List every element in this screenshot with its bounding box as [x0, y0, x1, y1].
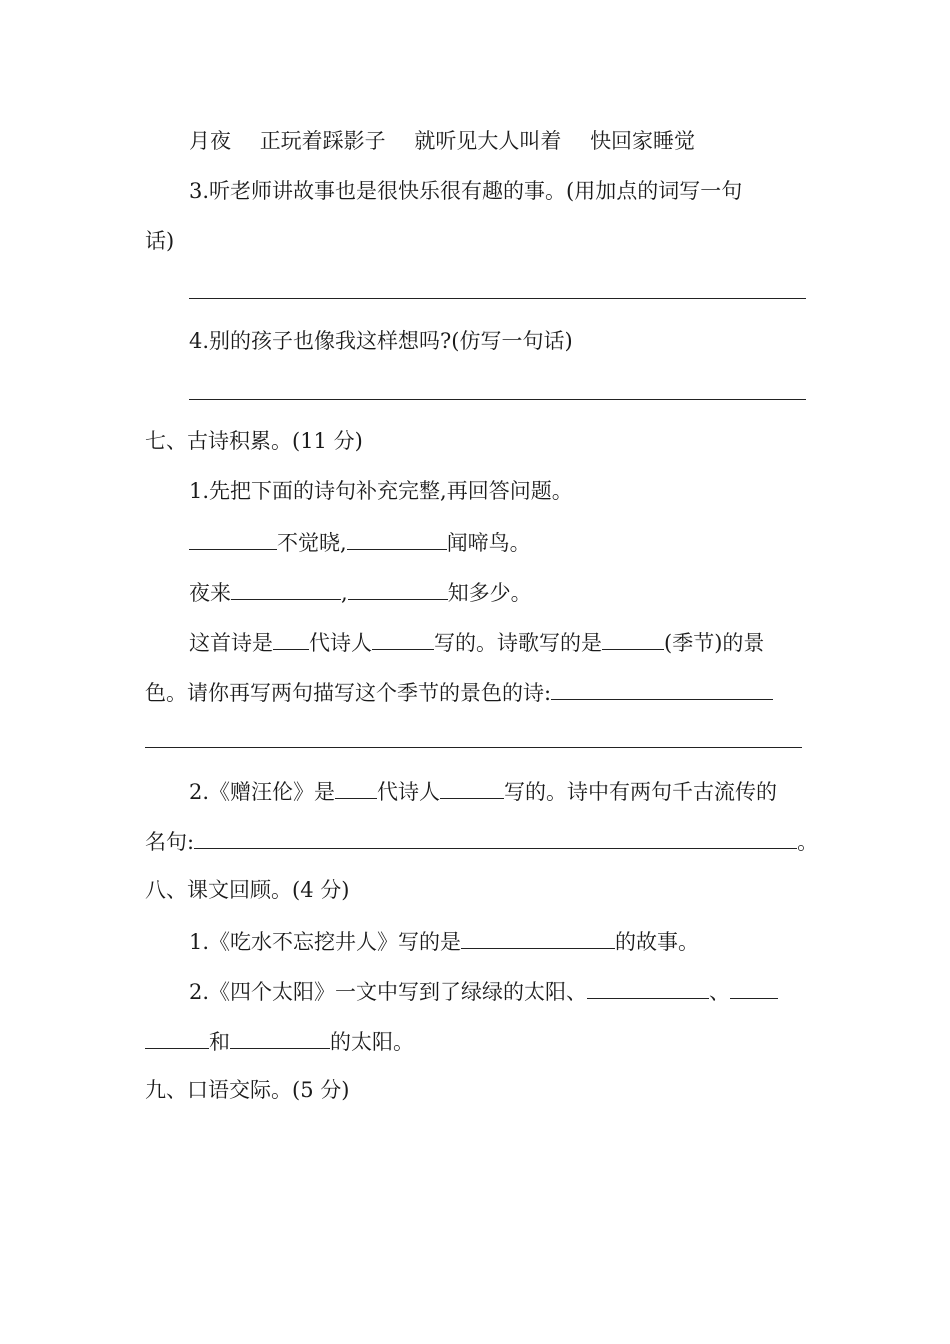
blank[interactable] — [587, 976, 709, 999]
question-3-cont: 话) — [145, 229, 175, 253]
blank[interactable] — [372, 627, 434, 650]
section-8-q1: 1.《吃水不忘挖井人》写的是 的故事。 — [189, 926, 699, 956]
section-7-q2-cont: 名句: 。 — [145, 826, 818, 856]
poem-line-2: 夜来 , 知多少。 — [189, 577, 532, 607]
blank[interactable] — [194, 826, 797, 849]
word-1: 月夜 — [189, 129, 231, 153]
question-3: 3.听老师讲故事也是很快乐很有趣的事。(用加点的词写一句 — [189, 179, 743, 203]
word-2: 正玩着踩影子 — [259, 129, 386, 153]
blank[interactable] — [551, 677, 773, 700]
blank[interactable] — [602, 627, 664, 650]
question-4: 4.别的孩子也像我这样想吗?(仿写一句话) — [189, 329, 573, 353]
section-7-q2: 2.《赠汪伦》是 代诗人 写的。诗中有两句千古流传的 — [189, 776, 777, 806]
section-8-q2: 2.《四个太阳》一文中写到了绿绿的太阳、 、 — [189, 976, 778, 1006]
blank[interactable] — [440, 776, 504, 799]
word-3: 就听见大人叫着 — [414, 129, 562, 153]
word-order-line — [189, 127, 695, 155]
blank[interactable] — [189, 527, 277, 550]
blank[interactable] — [273, 627, 309, 650]
section-8-q2-cont: 和 的太阳。 — [145, 1026, 414, 1056]
blank[interactable] — [461, 926, 615, 949]
section-7-heading: 七、古诗积累。(11 分) — [145, 429, 363, 453]
poem-question-line: 这首诗是 代诗人 写的。诗歌写的是 (季节)的景 — [189, 627, 764, 657]
poem-question-cont: 色。请你再写两句描写这个季节的景色的诗: — [145, 677, 773, 707]
blank[interactable] — [730, 976, 778, 999]
blank[interactable] — [231, 577, 341, 600]
blank[interactable] — [145, 1026, 209, 1049]
word-4: 快回家睡觉 — [590, 129, 696, 153]
blank[interactable] — [230, 1026, 330, 1049]
section-8-heading: 八、课文回顾。(4 分) — [145, 878, 350, 902]
blank[interactable] — [347, 527, 447, 550]
answer-line-poem[interactable] — [145, 747, 802, 748]
blank[interactable] — [335, 776, 377, 799]
section-9-heading: 九、口语交际。(5 分) — [145, 1078, 350, 1102]
blank[interactable] — [348, 577, 448, 600]
answer-line-q4[interactable] — [189, 399, 806, 400]
poem-line-1: 不觉晓, 闻啼鸟。 — [189, 527, 531, 557]
section-7-q1: 1.先把下面的诗句补充完整,再回答问题。 — [189, 479, 573, 503]
answer-line-q3[interactable] — [189, 298, 806, 299]
